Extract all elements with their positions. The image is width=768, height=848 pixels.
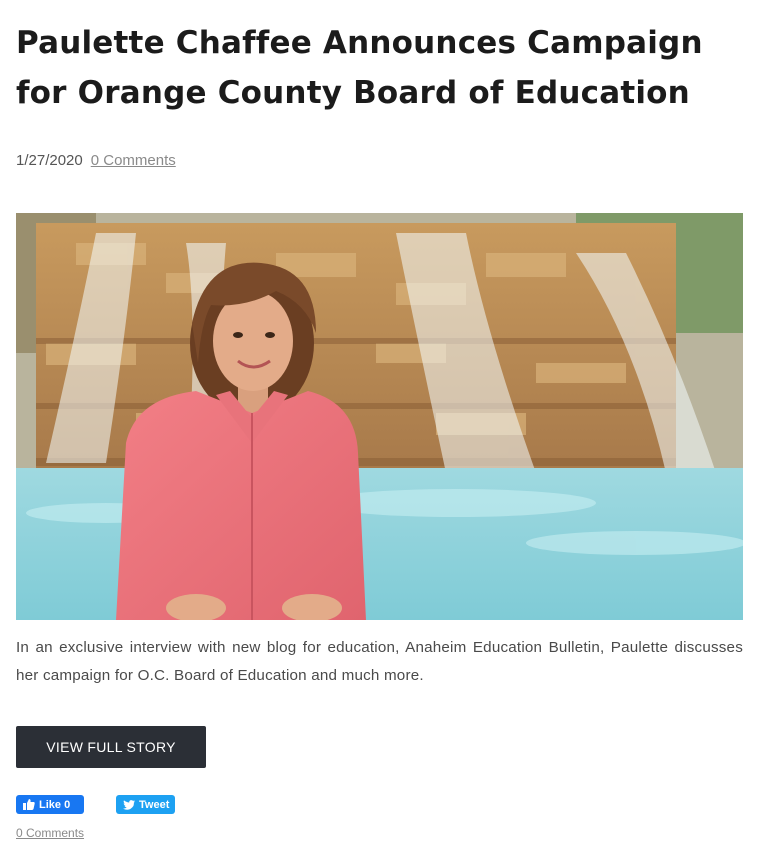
thumbs-up-icon bbox=[23, 799, 35, 810]
post-date: 1/27/2020 bbox=[16, 152, 83, 169]
footer-comments-link[interactable]: 0 Comments bbox=[16, 826, 85, 840]
facebook-like-button[interactable] bbox=[16, 795, 84, 814]
fountain-portrait-image bbox=[16, 213, 743, 620]
social-share-bar bbox=[16, 795, 743, 815]
post-photo bbox=[16, 213, 743, 620]
view-full-story-button[interactable]: VIEW FULL STORY bbox=[16, 726, 206, 768]
post-excerpt: In an exclusive interview with new blog for education, Anaheim Education Bulletin, Paulette discusses her campaign for O.C. Board of Education and much more. bbox=[16, 639, 743, 684]
post-title: Paulette Chaffee Announces Campaign for Orange County Board of Education bbox=[16, 25, 703, 111]
like-label: Like 0 bbox=[39, 798, 71, 811]
comments-link[interactable]: 0 Comments bbox=[90, 152, 176, 169]
tweet-label: Tweet bbox=[139, 798, 170, 811]
blog-post bbox=[16, 0, 743, 842]
post-meta bbox=[16, 152, 743, 169]
tweet-button[interactable] bbox=[116, 795, 175, 814]
twitter-bird-icon bbox=[123, 800, 135, 810]
